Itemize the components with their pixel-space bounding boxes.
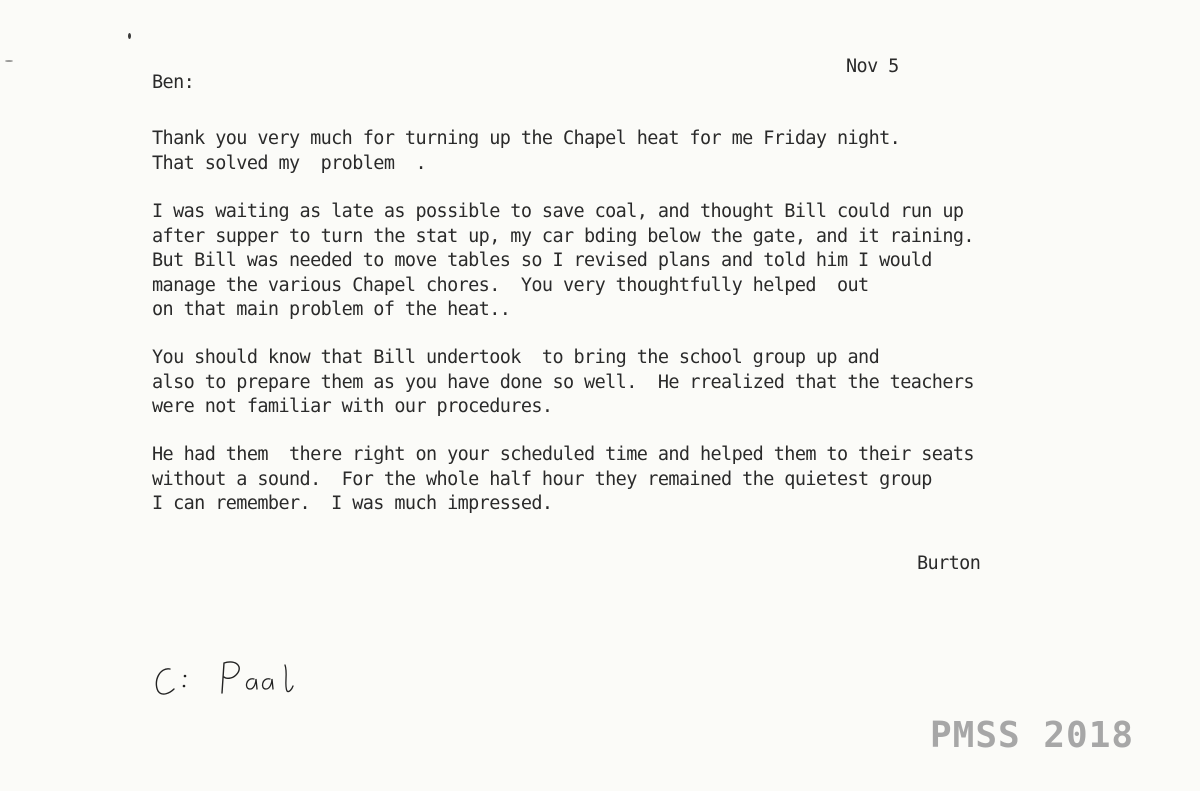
text-line: also to prepare them as you have done so well. He rrealized that the teachers [152, 371, 974, 393]
paragraph-3 [152, 346, 974, 420]
paragraph-1 [152, 127, 900, 176]
archive-watermark: PMSS 2018 [930, 715, 1135, 756]
ink-speck [5, 60, 13, 62]
text-line: I was waiting as late as possible to save coal, and thought Bill could run up [152, 201, 964, 222]
salutation: Ben: [152, 72, 195, 93]
handwritten-cc-paul [150, 655, 310, 705]
text-line: That solved my problem . [152, 152, 426, 174]
text-line: Thank you very much for turning up the Chapel heat for me Friday night. [152, 128, 901, 149]
text-line: manage the various Chapel chores. You very thoughtfully helped out [152, 274, 869, 296]
text-line: I can remember. I was much impressed. [152, 493, 553, 514]
ink-speck [128, 33, 131, 39]
text-line: You should know that Bill undertook to bring the school group up and [152, 347, 880, 368]
text-line: after supper to turn the stat up, my car bding below the gate, and it raining. [152, 225, 974, 247]
paragraph-4 [152, 443, 974, 517]
letter-date: Nov 5 [846, 56, 899, 77]
text-line: on that main problem of the heat.. [152, 299, 511, 320]
text-line: He had them there right on your scheduled time and helped them to their seats [152, 444, 974, 465]
text-line: But Bill was needed to move tables so I revised plans and told him I would [152, 250, 932, 271]
text-line: without a sound. For the whole half hour they remained the quietest group [152, 468, 932, 490]
signature: Burton [917, 553, 981, 574]
paragraph-2 [152, 200, 974, 323]
text-line: were not familiar with our procedures. [152, 396, 553, 417]
